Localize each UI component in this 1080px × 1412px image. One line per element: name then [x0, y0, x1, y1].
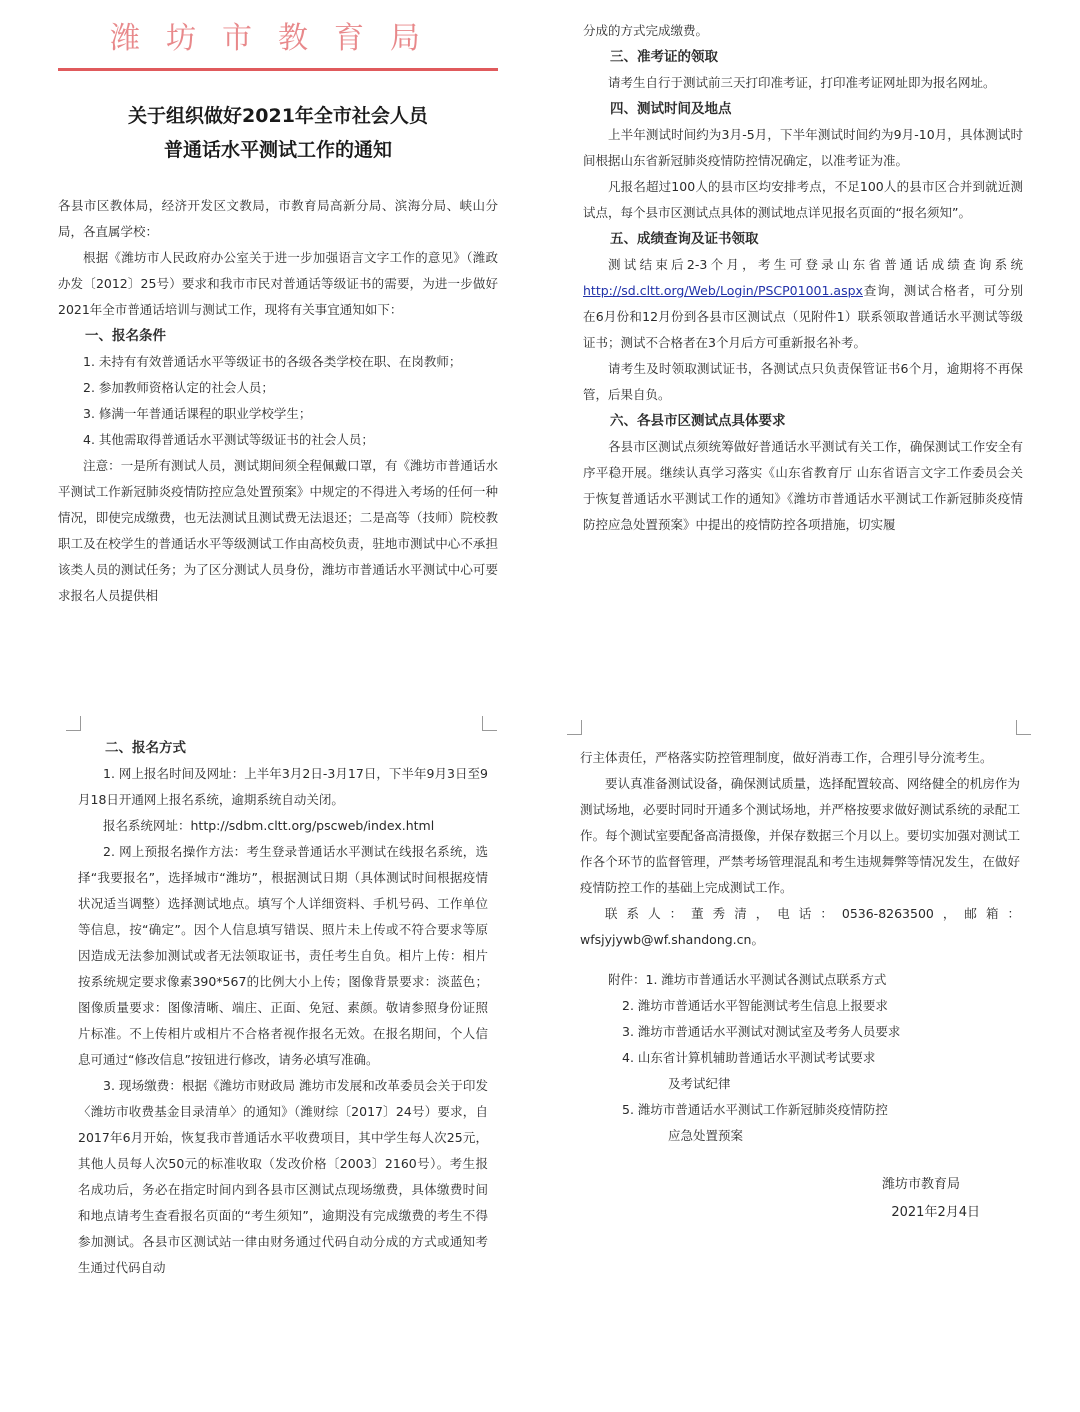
- section-1-item: 2. 参加教师资格认定的社会人员；: [83, 380, 274, 395]
- contact-paragraph: 联系人：董秀清，电话：0536-8263500，邮箱：wfsjyjywb@wf.shandong.cn。: [580, 906, 1020, 947]
- page-4: [580, 745, 1020, 1305]
- page-2-continuation: 分成的方式完成缴费。: [583, 23, 709, 38]
- section-6-text: 各县市区测试点须统筹做好普通话水平测试有关工作，确保测试工作安全有序平稳开展。继续认真学习落实《山东省教育厅 山东省语言文字工作委员会关于恢复普通话水平测试工作的通知》《潍坊市普通话水平测试工作新冠肺炎疫情防控应急处置预案》中提出的疫情防控各项措施，切实履: [583, 439, 1023, 532]
- crop-mark: [66, 716, 81, 731]
- section-5-title: 五、成绩查询及证书领取: [610, 231, 759, 247]
- registration-site: 报名系统网址：http://sdbm.cltt.org/pscweb/index.html: [103, 818, 435, 833]
- attachment-item-continued: 及考试纪律: [668, 1076, 731, 1091]
- crop-mark: [482, 716, 497, 731]
- section-5-text-1-a: 测试结束后2-3个月，考生可登录山东省普通话成绩查询系统: [608, 257, 1023, 272]
- crop-mark: [567, 720, 582, 735]
- section-6-title: 六、各县市区测试点具体要求: [610, 413, 786, 429]
- document-title-line-1: 关于组织做好2021年全市社会人员: [128, 105, 428, 127]
- section-1-title: 一、报名条件: [85, 328, 166, 344]
- section-4-title: 四、测试时间及地点: [610, 101, 732, 117]
- attachment-item-continued: 应急处置预案: [668, 1128, 744, 1143]
- note-paragraph: 注意：一是所有测试人员，测试期间须全程佩戴口罩，有《潍坊市普通话水平测试工作新冠肺炎疫情防控应急处置预案》中规定的不得进入考场的任何一种情况，即使完成缴费，也无法测试且测试费无法退还；二是高等（技师）院校教职工及在校学生的普通话水平等级测试工作由高校负责，驻地市测试中心不承担该类人员的测试任务；为了区分测试人员身份，潍坊市普通话水平测试中心可要求报名人员提供相: [58, 458, 498, 603]
- letterhead-red-rule: [58, 68, 498, 71]
- intro-paragraph: 根据《潍坊市人民政府办公室关于进一步加强语言文字工作的意见》（潍政办发〔2012〕25号）要求和我市市民对普通话等级证书的需要，为进一步做好2021年全市普通话培训与测试工作，现将有关事宜通知如下：: [58, 250, 498, 317]
- section-3-text: 请考生自行于测试前三天打印准考证，打印准考证网址即为报名网址。: [608, 75, 996, 90]
- page-4-continuation: 行主体责任，严格落实防控管理制度，做好消毒工作，合理引导分流考生。: [580, 750, 993, 765]
- section-5-text-2: 请考生及时领取测试证书，各测试点只负责保管证书6个月，逾期将不再保管，后果自负。: [583, 361, 1023, 402]
- page-2: [583, 18, 1023, 698]
- section-2-title: 二、报名方式: [105, 740, 186, 756]
- section-1-item: 4. 其他需取得普通话水平测试等级证书的社会人员；: [83, 432, 374, 447]
- attachment-item: 2. 潍坊市普通话水平智能测试考生信息上报要求: [622, 998, 888, 1013]
- attachment-item: 3. 潍坊市普通话水平测试对测试室及考务人员要求: [622, 1024, 901, 1039]
- attachment-item: 4. 山东省计算机辅助普通话水平测试考试要求: [622, 1050, 876, 1065]
- page-3: [78, 735, 488, 1407]
- section-5-text-1-b: 查询，测试合格者，可分别在6月份和12月份到各县市区测试点（见附件1）联系领取普通话水平测试等级证书；测试不合格者在3个月后方可重新报名补考。: [583, 283, 1023, 350]
- section-5-text-1: [583, 252, 1023, 356]
- crop-mark: [1016, 720, 1031, 735]
- section-2-item-2: 2. 网上预报名操作方法：考生登录普通话水平测试在线报名系统，选择“我要报名”，选择城市“潍坊”，根据测试日期（具体测试时间根据疫情状况适当调整）选择测试地点。填写个人详细资料、手机号码、工作单位等信息，按“确定”。因个人信息填写错误、照片未上传或不符合要求等原因造成无法参加测试或者无法领取证书，责任考生自负。相片上传：相片按系统规定要求像素390*567的比例大小上传；图像背景要求：淡蓝色；图像质量要求：图像清晰、端庄、正面、免冠、素颜。敬请参照身份证照片标准。不上传相片或相片不合格者视作报名无效。在报名期间，个人信息可通过“修改信息”按钮进行修改，请务必填写准确。: [78, 844, 488, 1067]
- section-3-title: 三、准考证的领取: [610, 49, 718, 65]
- section-4-text-1: 上半年测试时间约为3月-5月，下半年测试时间约为9月-10月，具体测试时间根据山东省新冠肺炎疫情防控情况确定，以准考证为准。: [583, 127, 1023, 168]
- signature-org: 潍坊市教育局: [881, 1177, 960, 1192]
- attachment-row: [580, 967, 1020, 993]
- section-4-text-2: 凡报名超过100人的县市区均安排考点，不足100人的县市区合并到就近测试点，每个县市区测试点具体的测试地点详见报名页面的“报名须知”。: [583, 179, 1023, 220]
- attachment-item: 1. 潍坊市普通话水平测试各测试点联系方式: [645, 972, 887, 987]
- section-1-item: 1. 未持有有效普通话水平等级证书的各级各类学校在职、在岗教师；: [83, 354, 462, 369]
- equipment-paragraph: 要认真准备测试设备，确保测试质量，选择配置较高、网络健全的机房作为测试场地，必要时同时开通多个测试场地，并严格按要求做好测试系统的录配工作。每个测试室要配备高清摄像，并保存数据三个月以上。要切实加强对测试工作各个环节的监督管理，严禁考场管理混乱和考生违规舞弊等情况发生，在做好疫情防控工作的基础上完成测试工作。: [580, 776, 1020, 895]
- letterhead-org-title: 潍坊市教育局: [110, 21, 446, 56]
- document-title-line-2: 普通话水平测试工作的通知: [163, 139, 392, 161]
- attachments-list: [580, 967, 1020, 1149]
- section-2-item-3: 3. 现场缴费：根据《潍坊市财政局 潍坊市发展和改革委员会关于印发〈潍坊市收费基金目录清单〉的通知》（潍财综〔2017〕24号）要求，自2017年6月开始，恢复我市普通话水平收费项目，其中学生每人次25元，其他人员每人次50元的标准收取（发改价格〔2003〕2160号）。考生报名成功后，务必在指定时间内到各县市区测试点现场缴费，具体缴费时间和地点请考生查看报名页面的“考生须知”，逾期没有完成缴费的考生不得参加测试。各县市区测试站一律由财务通过代码自动分成的方式或通知考生通过代码自动: [78, 1078, 488, 1275]
- document-title: [58, 99, 498, 167]
- score-query-link[interactable]: http://sd.cltt.org/Web/Login/PSCP01001.aspx: [583, 283, 863, 298]
- attachments-label: 附件：: [608, 972, 646, 987]
- signature-date: 2021年2月4日: [891, 1205, 980, 1220]
- section-2-item-1: 1. 网上报名时间及网址：上半年3月2日-3月17日，下半年9月3日至9月18日开通网上报名系统，逾期系统自动关闭。: [78, 766, 488, 807]
- attachment-item: 5. 潍坊市普通话水平测试工作新冠肺炎疫情防控: [622, 1102, 888, 1117]
- page-1: [58, 14, 498, 704]
- recipients: 各县市区教体局，经济开发区文教局，市教育局高新分局、滨海分局、峡山分局，各直属学校：: [58, 198, 498, 239]
- section-1-item: 3. 修满一年普通话课程的职业学校学生；: [83, 406, 312, 421]
